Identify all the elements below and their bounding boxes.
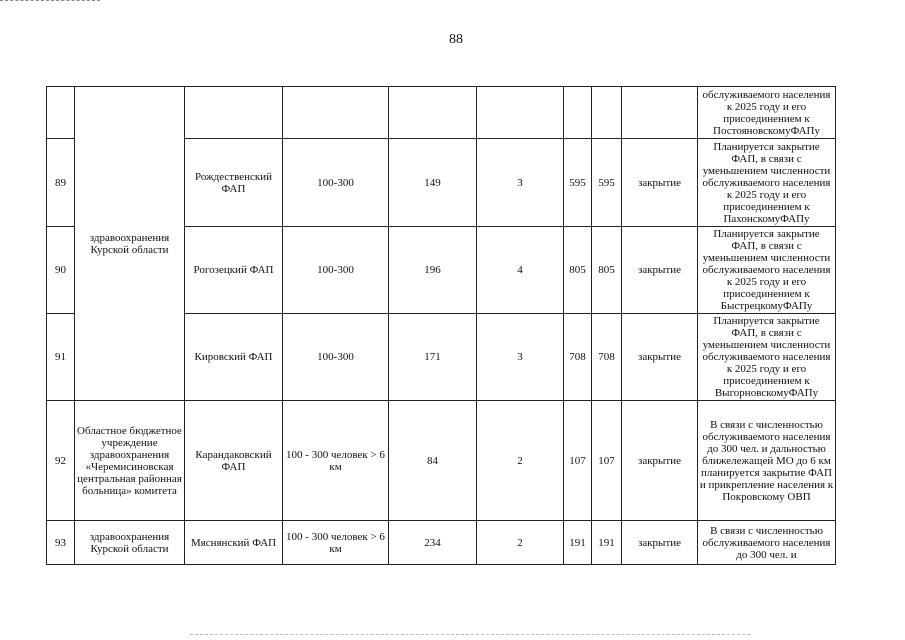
cell-note: Планируется закрытие ФАП, в связи с уменьшением численности обслуживаемого населения к 2025 году и его присоединением к ВыгорновскомуФАПу (698, 314, 836, 401)
cell-value-1: 805 (564, 227, 592, 314)
fap-table (46, 86, 836, 565)
cell-value-1 (564, 87, 592, 139)
cell-note: В связи с численностью обслуживаемого населения до 300 чел. и дальностью ближележащей МО до 6 км планируется закрытие ФАП и прикрепление населения к Покровскому ОВП (698, 401, 836, 521)
cell-staff: 4 (477, 227, 564, 314)
cell-name: Рождественский ФАП (185, 139, 283, 227)
bottom-edge-line (190, 634, 750, 636)
cell-value-2: 805 (592, 227, 622, 314)
cell-staff: 2 (477, 401, 564, 521)
cell-population: 234 (389, 521, 477, 565)
cell-organization: Областное бюджетное учреждение здравоохранения «Черемисиновская центральная районная больница» комитета (75, 401, 185, 521)
cell-population: 149 (389, 139, 477, 227)
cell-value-2: 107 (592, 401, 622, 521)
cell-name: Кировский ФАП (185, 314, 283, 401)
cell-action: закрытие (622, 521, 698, 565)
cell-num: 90 (47, 227, 75, 314)
cell-note: Планируется закрытие ФАП, в связи с уменьшением численности обслуживаемого населения к 2025 году и его присоединением к БыстрецкомуФАПу (698, 227, 836, 314)
table-row-continued (47, 87, 836, 139)
cell-value-1: 191 (564, 521, 592, 565)
cell-population: 196 (389, 227, 477, 314)
cell-num (47, 87, 75, 139)
cell-organization: здравоохранения Курской области (75, 521, 185, 565)
cell-name: Мяснянский ФАП (185, 521, 283, 565)
page-number: 88 (449, 32, 463, 47)
cell-value-1: 107 (564, 401, 592, 521)
cell-value-2: 191 (592, 521, 622, 565)
cell-staff (477, 87, 564, 139)
cell-action: закрытие (622, 227, 698, 314)
cell-note: В связи с численностью обслуживаемого населения до 300 чел. и (698, 521, 836, 565)
cell-num: 93 (47, 521, 75, 565)
cell-num: 92 (47, 401, 75, 521)
cell-name: Карандаковский ФАП (185, 401, 283, 521)
cell-range: 100-300 (283, 314, 389, 401)
cell-name (185, 87, 283, 139)
cell-range (283, 87, 389, 139)
cell-staff: 3 (477, 314, 564, 401)
cell-range: 100 - 300 человек > 6 км (283, 401, 389, 521)
cell-population: 84 (389, 401, 477, 521)
table-row (47, 401, 836, 521)
cell-value-2 (592, 87, 622, 139)
cell-note: Планируется закрытие ФАП, в связи с уменьшением численности обслуживаемого населения к 2025 году и его присоединением к ПахонскомуФАПу (698, 139, 836, 227)
cell-num: 89 (47, 139, 75, 227)
top-edge-line (0, 0, 100, 2)
cell-num: 91 (47, 314, 75, 401)
cell-population: 171 (389, 314, 477, 401)
cell-name: Рогозецкий ФАП (185, 227, 283, 314)
cell-action: закрытие (622, 401, 698, 521)
cell-action (622, 87, 698, 139)
cell-action: закрытие (622, 314, 698, 401)
cell-organization: здравоохранения Курской области (75, 87, 185, 401)
cell-value-2: 708 (592, 314, 622, 401)
cell-value-1: 708 (564, 314, 592, 401)
table-row (47, 521, 836, 565)
cell-population (389, 87, 477, 139)
cell-note: обслуживаемого населения к 2025 году и его присоединением к ПостояновскомуФАПу (698, 87, 836, 139)
cell-action: закрытие (622, 139, 698, 227)
cell-range: 100-300 (283, 139, 389, 227)
cell-range: 100-300 (283, 227, 389, 314)
cell-staff: 3 (477, 139, 564, 227)
cell-value-2: 595 (592, 139, 622, 227)
cell-staff: 2 (477, 521, 564, 565)
cell-value-1: 595 (564, 139, 592, 227)
cell-range: 100 - 300 человек > 6 км (283, 521, 389, 565)
